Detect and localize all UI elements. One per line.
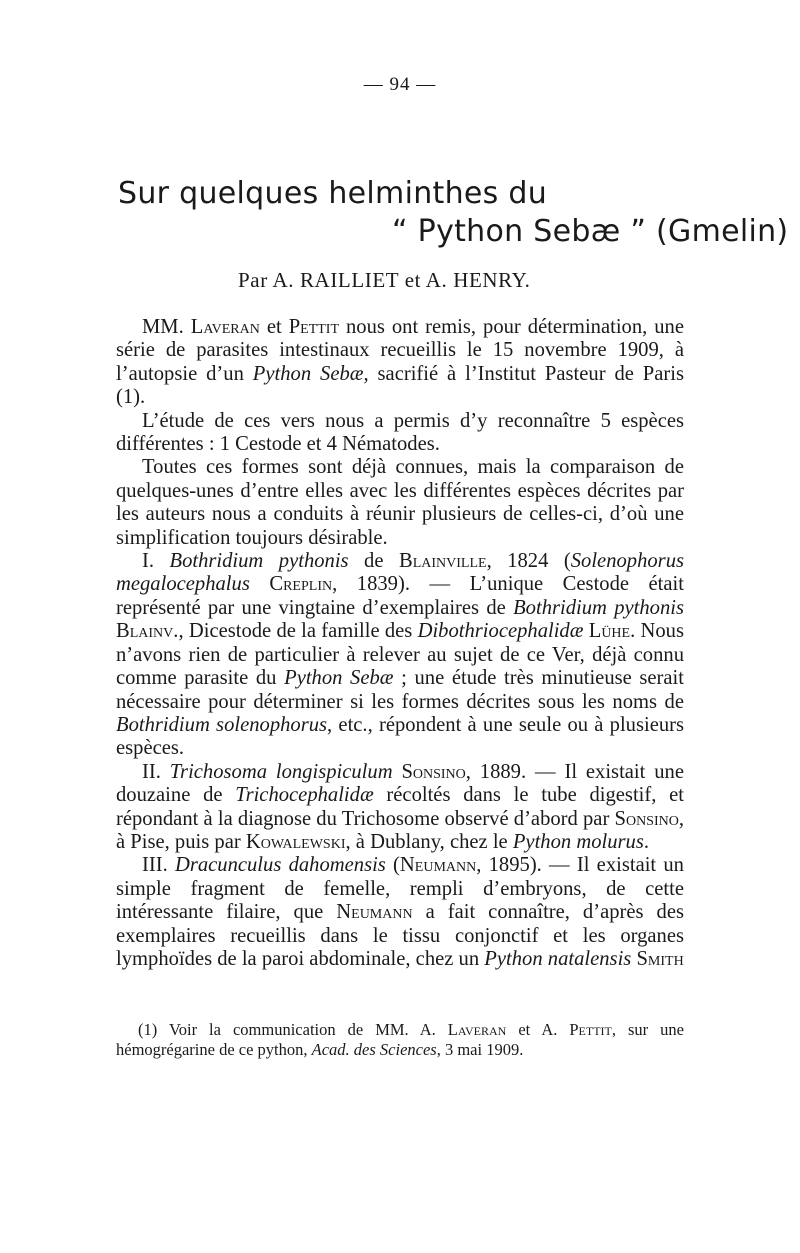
- paragraph-species-count: L’étude de ces vers nous a permis d’y reconnaître 5 espèces différentes : 1 Cestode et 4 Nématodes.: [116, 409, 684, 456]
- family-name: Dibothriocephalidæ: [417, 620, 584, 643]
- species-name: Bothridium pythonis: [169, 550, 349, 573]
- text-run: a fait connaître, d’après des exemplaires recueillis dans le tissu conjonctif et les organes lymphoïdes de la paroi abdominale, chez un: [116, 901, 684, 970]
- paragraph-intro: [116, 316, 684, 410]
- text-run: , 3 mai 1909.: [436, 1040, 524, 1059]
- page-number: — 94 —: [363, 74, 437, 95]
- text-run: , 1824 (: [486, 550, 571, 573]
- text-run: sacrifié à l’Institut Pasteur de Paris (1).: [116, 362, 684, 409]
- author-name: Creplin: [269, 573, 333, 596]
- text-run: , à Dublany, chez le: [345, 830, 513, 853]
- text-run: MM.: [142, 316, 191, 338]
- journal-name: Acad. des Sciences: [311, 1040, 437, 1059]
- species-name: Python Sebæ,: [252, 362, 369, 385]
- author-name: Sonsino: [401, 760, 466, 783]
- text-run: , 1895). — Il existait un simple fragment de femelle, rempli d’embryons, de cette intéressante filaire, que: [116, 854, 684, 924]
- footnote: [116, 1020, 684, 1060]
- paragraph-section-iii: [116, 854, 684, 971]
- author-name: Pettit: [288, 316, 340, 338]
- author-name: Laveran: [190, 316, 260, 338]
- text-run: ; une étude très minutieuse serait nécessaire pour déterminer si les formes décrites sous les noms de: [116, 667, 684, 713]
- species-name: Python molurus: [512, 830, 644, 853]
- text-run: de: [348, 550, 399, 573]
- author-name: Neumann: [399, 854, 477, 877]
- footnote-text: [116, 1020, 684, 1060]
- byline: Par A. RAILLIET et A. HENRY.: [238, 268, 531, 292]
- species-name: Trichosoma longispiculum: [169, 760, 393, 783]
- text-run: nous ont remis, pour détermination, une série de parasites intestinaux recueillis le 15 novembre 1909, à l’autopsie d’un: [116, 316, 684, 385]
- text-run: , à Pise, puis par: [116, 807, 684, 853]
- author-name: Lühe: [588, 620, 631, 643]
- text-run: et A.: [506, 1020, 570, 1039]
- author-name: Laveran: [447, 1020, 507, 1039]
- text-run: [250, 573, 270, 595]
- text-run: , sur une hémogrégarine de ce python,: [116, 1020, 684, 1059]
- author-name: Kowalewski: [245, 830, 346, 853]
- species-name: Solenophorus megalocephalus: [116, 550, 684, 596]
- author-name: Neumann: [336, 901, 413, 924]
- author-name: Smith: [636, 947, 684, 970]
- text-run: , Dicestode de la famille des: [178, 620, 418, 643]
- text-run: récoltés dans le tube digestif, et répondant à la diagnose du Trichosome observé d’abord par: [116, 784, 684, 830]
- text-run: , 1839). — L’unique Cestode était représenté par une vingtaine d’exemplaires de: [116, 573, 684, 619]
- author-name: Sonsino: [614, 807, 679, 830]
- section-numeral: III.: [142, 854, 175, 877]
- species-name: Bothridium pythonis: [513, 596, 684, 619]
- article-title-line-2: “ Python Sebæ ” (Gmelin): [392, 214, 789, 249]
- family-name: Trichocephalidæ: [235, 784, 374, 807]
- text-run: (: [385, 854, 400, 877]
- author-name: Blainville: [398, 550, 487, 573]
- author-name: Blainv.: [116, 620, 179, 643]
- author-name: Pettit: [569, 1020, 612, 1039]
- text-run: , etc., répondent à une seule ou à plusieurs espèces.: [116, 713, 685, 760]
- section-numeral: II.: [142, 760, 170, 783]
- species-name: Python Sebæ: [284, 667, 394, 690]
- text-run: . Nous n’avons rien de particulier à relever au sujet de ce Ver, déjà connu comme parasite du: [116, 620, 684, 690]
- text-run: , 1889. — Il existait une douzaine de: [116, 760, 684, 807]
- species-name: Dracunculus dahomensis: [174, 854, 386, 877]
- text-run: (1) Voir la communication de MM. A.: [138, 1020, 448, 1039]
- paragraph-comparison: Toutes ces formes sont déjà connues, mais la comparaison de quelques-unes d’entre elles avec les différentes espèces décrites par les auteurs nous a conduits à réunir plusieurs de celles-ci, d’où une simplification toujours désirable.: [116, 456, 684, 549]
- species-name: Bothridium solenophorus: [116, 713, 328, 736]
- paragraph-section-i: [116, 550, 684, 761]
- article-title-line-1: Sur quelques helminthes du: [118, 176, 548, 211]
- section-numeral: I.: [142, 550, 170, 573]
- article-body: [116, 316, 684, 971]
- text-run: .: [643, 830, 649, 853]
- text-run: et: [259, 316, 289, 338]
- species-name: Python natalensis: [484, 947, 632, 970]
- paragraph-section-ii: [116, 761, 684, 855]
